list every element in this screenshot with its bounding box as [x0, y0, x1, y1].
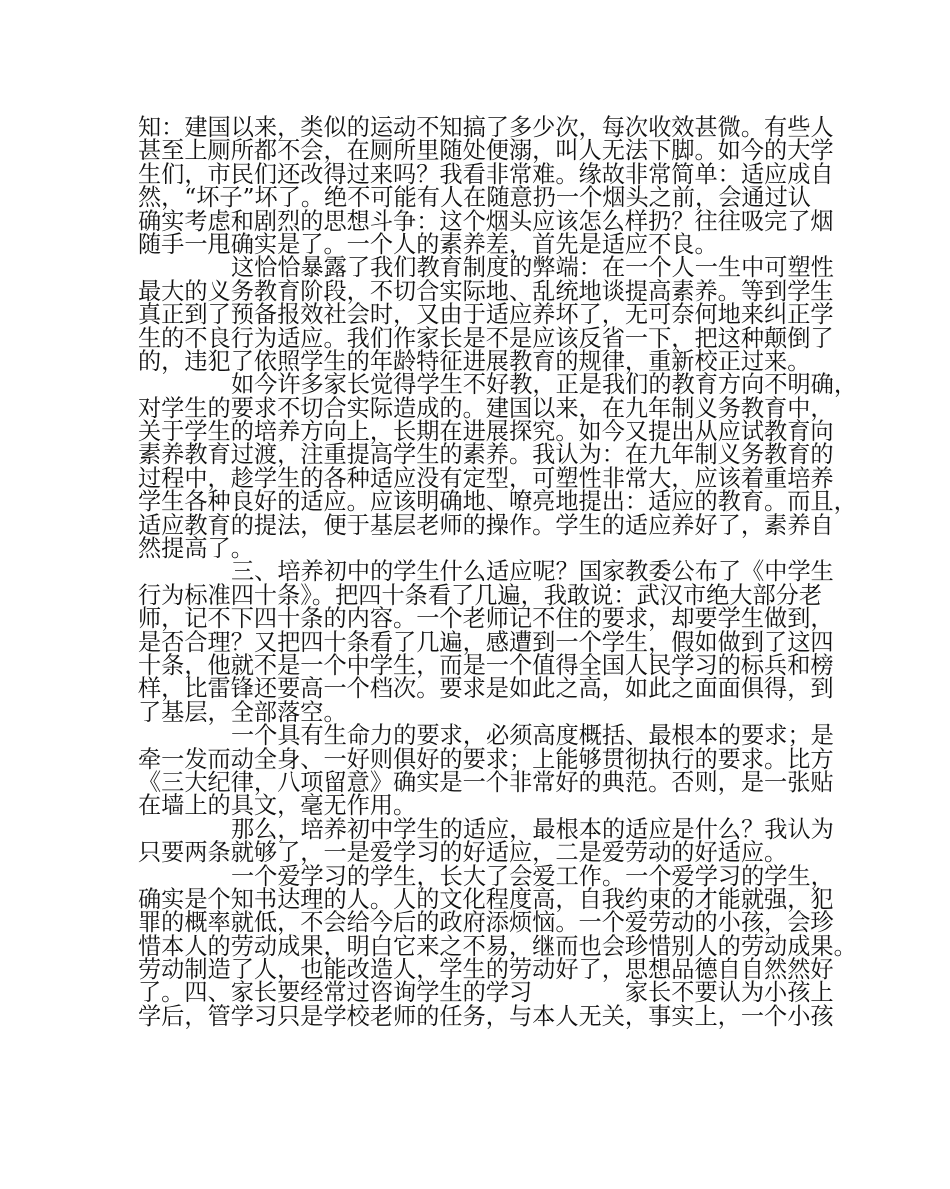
text-line: 随手一甩确实是了。一个人的素养差，首先是适应不良。 — [138, 230, 718, 258]
text-line: 的，违犯了依照学生的年龄特征进展教育的规律，重新校正过来。 — [138, 347, 811, 375]
text-line: 学生各种良好的适应。应该明确地、嘹亮地提出：适应的教育。而且， — [138, 488, 857, 516]
text-line: 生的不良行为适应。我们作家长是不是应该反省一下，把这种颠倒了 — [138, 324, 834, 352]
text-line: 在墙上的具文，毫无作用。 — [138, 792, 417, 820]
text-line: 生们，市民们还改得过来吗？我看非常难。缘故非常简单：适应成自 — [138, 160, 834, 188]
text-line: 了。四、家长要经常过咨询学生的学习 家长不要认为小孩上 — [138, 979, 834, 1007]
text-line: 一个爱学习的学生，长大了会爱工作。一个爱学习的学生， — [231, 862, 834, 890]
text-line: 然，“坏子”坏了。绝不可能有人在随意扔一个烟头之前，会通过认 — [138, 184, 811, 212]
text-line: 罪的概率就低，不会给今后的政府添烦恼。一个爱劳动的小孩，会珍 — [138, 909, 834, 937]
text-line: 确实考虑和剧烈的思想斗争：这个烟头应该怎么样扔？往往吸完了烟 — [138, 207, 834, 235]
text-line: 素养教育过渡，注重提高学生的素养。我认为：在九年制义务教育的 — [138, 441, 834, 469]
text-line: 关于学生的培养方向上，长期在进展探究。如今又提出从应试教育向 — [138, 418, 834, 446]
text-line: 十条，他就不是一个中学生，而是一个值得全国人民学习的标兵和榜 — [138, 651, 834, 679]
text-line: 是否合理？又把四十条看了几遍，感遭到一个学生，假如做到了这四 — [138, 628, 834, 656]
text-line: 如今许多家长觉得学生不好教，正是我们的教育方向不明确， — [231, 371, 858, 399]
text-line: 了基层，全部落空。 — [138, 698, 347, 726]
text-line: 那么，培养初中学生的适应，最根本的适应是什么？我认为 — [231, 815, 834, 843]
text-line: 对学生的要求不切合实际造成的。建国以来，在九年制义务教育中， — [138, 394, 834, 422]
text-line: 甚至上厕所都不会，在厕所里随处便溺，叫人无法下脚。如今的大学 — [138, 137, 834, 165]
text-line: 牵一发而动全身、一好则俱好的要求；上能够贯彻执行的要求。比方 — [138, 745, 834, 773]
text-line: 劳动制造了人，也能改造人，学生的劳动好了，思想品德自自然然好 — [138, 956, 834, 984]
text-line: 适应教育的提法，便于基层老师的操作。学生的适应养好了，素养自 — [138, 511, 834, 539]
text-line: 知：建国以来，类似的运动不知搞了多少次，每次收效甚微。有些人 — [138, 114, 834, 141]
text-line: 一个具有生命力的要求，必须高度概括、最根本的要求；是 — [231, 722, 834, 750]
text-line: 惜本人的劳动成果，明白它来之不易，继而也会珍惜别人的劳动成果。 — [138, 932, 857, 960]
text-line: 师，记不下四十条的内容。一个老师记不住的要求，却要学生做到， — [138, 605, 834, 633]
text-line: 确实是个知书达理的人。人的文化程度高，自我约束的才能就强，犯 — [138, 885, 834, 913]
text-line: 样，比雷锋还要高一个档次。要求是如此之高，如此之面面俱得，到 — [138, 675, 834, 703]
text-line: 过程中，趁学生的各种适应没有定型，可塑性非常大，应该着重培养 — [138, 464, 834, 492]
text-line: 最大的义务教育阶段，不切合实际地、乱统地谈提高素养。等到学生 — [138, 277, 834, 305]
text-line: 这恰恰暴露了我们教育制度的弊端：在一个人一生中可塑性 — [231, 254, 834, 282]
text-line: 学后，管学习只是学校老师的任务，与本人无关，事实上，一个小孩 — [138, 1002, 834, 1030]
text-line: 三、培养初中的学生什么适应呢？国家教委公布了《中学生 — [231, 558, 834, 586]
text-line: 《三大纪律，八项留意》确实是一个非常好的典范。否则，是一张贴 — [138, 768, 834, 796]
text-line: 真正到了预备报效社会时，又由于适应养坏了，无可奈何地来纠正学 — [138, 301, 834, 329]
text-line: 然提高了。 — [138, 535, 254, 563]
text-line: 只要两条就够了，一是爱学习的好适应，二是爱劳动的好适应。 — [138, 839, 788, 867]
text-line: 行为标准四十条》。把四十条看了几遍，我敢说：武汉市绝大部分老 — [138, 581, 823, 609]
